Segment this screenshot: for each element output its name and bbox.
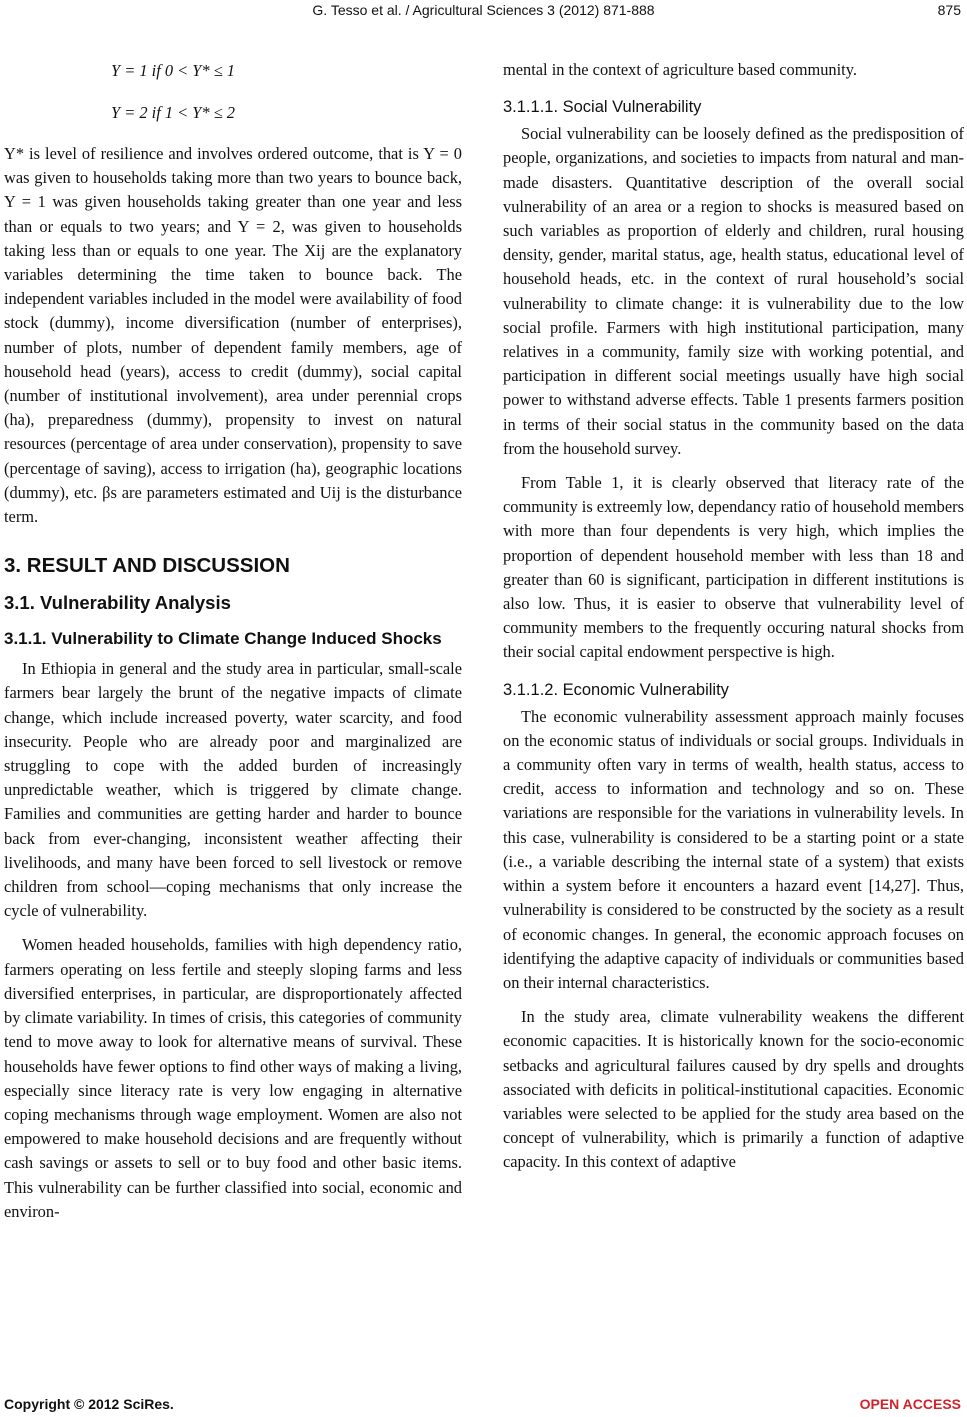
copyright-notice: Copyright © 2012 SciRes. [4,1396,174,1412]
section-heading-3-1: 3.1. Vulnerability Analysis [4,592,231,614]
equation-1: Y = 1 if 0 < Y* ≤ 1 [110,61,236,80]
right-column [503,58,964,1175]
left-column [4,58,462,1224]
paragraph-women: Women headed households, families with high dependency ratio, farmers operating on less fertile and steeply sloping farms and less diversified enterprises, in particular, are disproportionately affected by climate variability. In times of crisis, this categories of community tend to move away to look for alternative means of survival. These households have fewer options to find other ways of making a living, especially since literacy rate is very low engaging in alternative coping mechanisms through wage employment. Women are also not empowered to make household decisions and are frequently without cash savings or assets to sell or to buy food and other basic items. This vulnerability can be further classified into social, economic and environ- [4,935,462,1221]
paragraph-study-area: In the study area, climate vulnerability weakens the different economic capacities. It is historically known for the socio-economic setbacks and agricultural failures caused by dry spells and droughts associated with deficits in political-institutional capacities. Economic variables were selected to be applied for the study area based on the concept of vulnerability, which is primarily a function of adaptive capacity. In this context of adaptive [503,1007,964,1172]
section-heading-3: 3. RESULT AND DISCUSSION [4,554,290,578]
page-footer [0,1396,967,1414]
paragraph-table-1: From Table 1, it is clearly observed that literacy rate of the community is extreemly low, dependancy ratio of household members with more than four dependents is very high, which implies the proportion of dependent household member with less than 18 and greater than 60 is significant, participation in different institutions is also low. Thus, it is easier to observe that vulnerability level of community members to the frequently occuring natural shocks from their social capital endowment perspective is high. [503,473,964,662]
paragraph-economic: The economic vulnerability assessment approach mainly focuses on the economic status of individuals or social groups. Individuals in a community often vary in terms of wealth, health status, access to credit, access to information and technology and so on. These variations are responsible for the variations in vulnerability levels. In this case, vulnerability is considered to be a starting point or a state (i.e., a variable describing the internal state of a system) that exists within a system before it encounters a hazard event [14,27]. Thus, vulnerability is considered to be constructed by the society as a result of economic changes. In general, the economic approach focuses on identifying the adaptive capacity of individuals or communities based on their internal characteristics. [503,706,964,992]
open-access-label: OPEN ACCESS [859,1396,961,1412]
page-header [0,2,967,22]
equation-2: Y = 2 if 1 < Y* ≤ 2 [110,103,236,122]
paragraph-intro: Y* is level of resilience and involves ordered outcome, that is Y = 0 was given to households taking more than two years to bounce back, Y = 1 was given households taking greater than one year and less than or equals to two years; and Y = 2, was given to households taking less than or equals to one year. The Xij are the explanatory variables determining the time taken to bounce back. The independent variables included in the model were availability of food stock (dummy), income diversification (number of enterprises), number of plots, number of dependent family members, age of household head (years), access to credit (dummy), social capital (number of institutional involvement), area under perennial crops (ha), preparedness (dummy), propensity to invest on natural resources (percentage of area under conservation), propensity to save (percentage of saving), access to irrigation (ha), geographic locations (dummy), etc. βs are parameters estimated and Uij is the disturbance term. [4,144,462,527]
paragraph-ethiopia: In Ethiopia in general and the study area in particular, small-scale farmers bear largely the brunt of the negative impacts of climate change, which include increased poverty, water scarcity, and food insecurity. People who are already poor and marginalized are struggling to cope with the added burden of increasingly unpredictable weather, which is triggered by climate change. Families and communities are getting harder and harder to bounce back from ever-changing, inconsistent weather affecting their livelihoods, and many have been forced to sell livestock or remove children from school—coping mechanisms that only increase the cycle of vulnerability. [4,659,462,921]
subsection-heading-social: 3.1.1.1. Social Vulnerability [503,98,702,117]
section-heading-3-1-1: 3.1.1. Vulnerability to Climate Change Induced Shocks [4,629,442,649]
paragraph-social: Social vulnerability can be loosely defined as the predisposition of people, organizations, and societies to impacts from natural and man-made disasters. Quantitative description of the overall social vulnerability of an area or a region to shocks is measured based on such variables as proportion of elderly and children, rural housing density, gender, marital status, age, health status, educational level of household heads, etc. in the context of rural household’s social vulnerability to climate change: it is vulnerability due to the low social profile. Farmers with high institutional participation, many relatives in a community, family size with working potential, and participation in different social meetings usually have high social power to withstand adverse effects. Table 1 presents farmers position in terms of their social status in the community based on the data from the household survey. [503,124,964,458]
subsection-heading-economic: 3.1.1.2. Economic Vulnerability [503,680,729,699]
page-number: 875 [937,2,961,18]
paragraph-continued: mental in the context of agriculture based community. [503,60,857,79]
running-title: G. Tesso et al. / Agricultural Sciences 3 (2012) 871-888 [312,2,655,18]
